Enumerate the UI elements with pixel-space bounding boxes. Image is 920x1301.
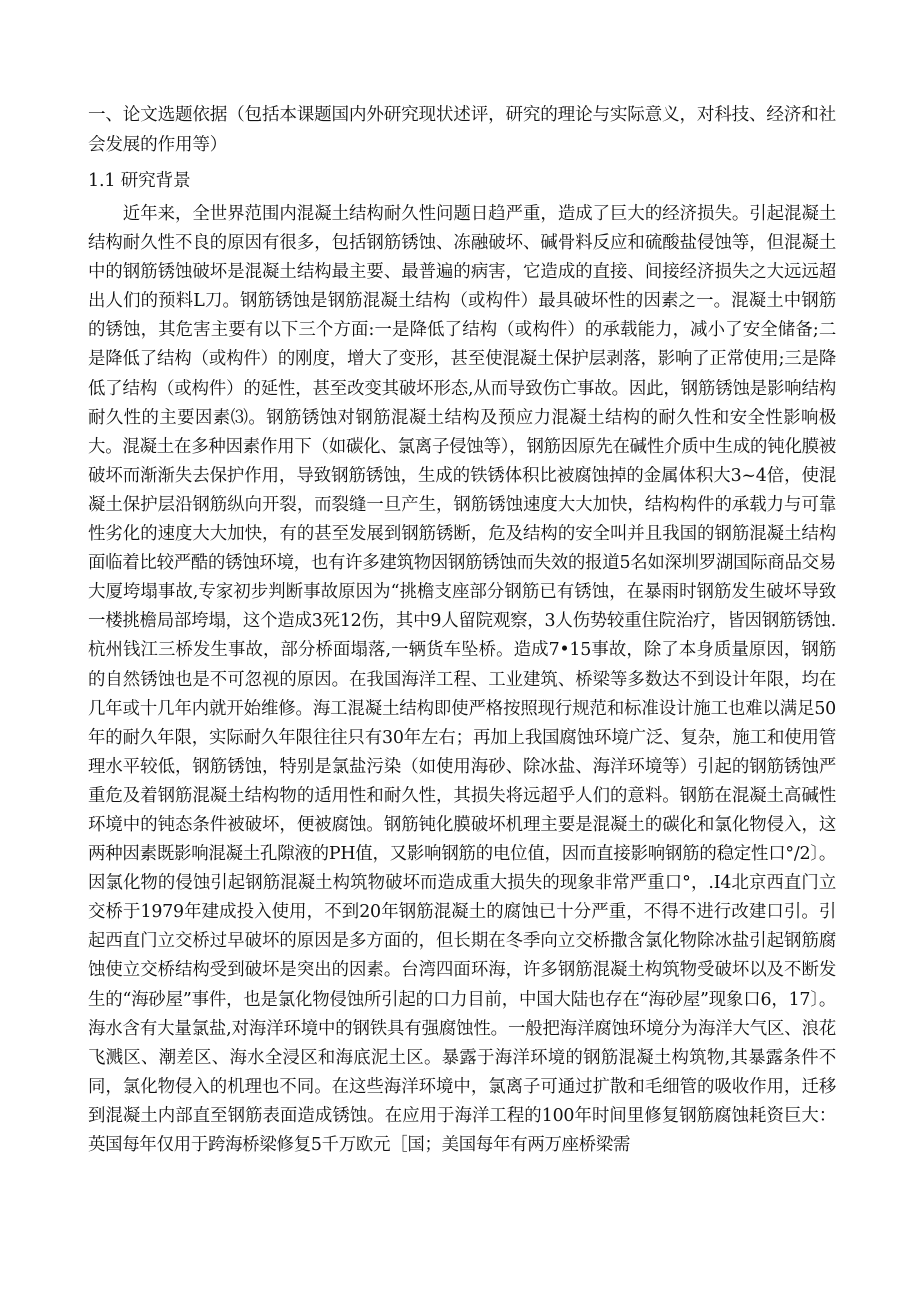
subsection-heading: 1.1 研究背景 bbox=[88, 171, 191, 191]
body-paragraph: 近年来，全世界范围内混凝土结构耐久性问题日趋严重，造成了巨大的经济损失。引起混凝土结构耐久性不良的原因有很多，包括钢筋锈蚀、冻融破坏、碱骨料反应和硫酸盐侵蚀等，但混凝土中的钢筋锈蚀破坏是混凝土结构最主要、最普遍的病害，它造成的直接、间接经济损失之大远远超出人们的预料L刀。钢筋锈蚀是钢筋混凝土结构（或构件）最具破坏性的因素之一。混凝土中钢筋的锈蚀，其危害主要有以下三个方面:一是降低了结构（或构件）的承载能力，减小了安全储备;二是降低了结构（或构件）的刚度，增大了变形，甚至使混凝土保护层剥落，影响了正常使用;三是降低了结构（或构件）的延性，甚至改变其破坏形态,从而导致伤亡事故。因此，钢筋锈蚀是影响结构耐久性的主要因素⑶。钢筋锈蚀对钢筋混凝土结构及预应力混凝土结构的耐久性和安全性影响极大。混凝土在多种因素作用下（如碳化、氯离子侵蚀等），钢筋因原先在碱性介质中生成的钝化膜被破坏而渐渐失去保护作用，导致钢筋锈蚀，生成的铁锈体积比被腐蚀掉的金属体积大3~4倍，使混凝土保护层沿钢筋纵向开裂，而裂缝一旦产生，钢筋锈蚀速度大大加快，结构构件的承载力与可靠性劣化的速度大大加快，有的甚至发展到钢筋锈断，危及结构的安全叫并且我国的钢筋混凝土结构面临着比较严酷的锈蚀环境，也有许多建筑物因钢筋锈蚀而失效的报道5名如深圳罗湖国际商品交易大厦垮塌事故,专家初步判断事故原因为“挑檐支座部分钢筋已有锈蚀，在暴雨时钢筋发生破坏导致一楼挑檐局部垮塌，这个造成3死12伤，其中9人留院观察，3人伤势较重住院治疗，皆因钢筋锈蚀.杭州钱江三桥发生事故，部分桥面塌落,一辆货车坠桥。造成7•15事故，除了本身质量原因，钢筋的自然锈蚀也是不可忽视的原因。在我国海洋工程、工业建筑、桥梁等多数达不到设计年限，均在几年或十几年内就开始维修。海工混凝土结构即使严格按照现行规范和标准设计施工也难以满足50年的耐久年限，实际耐久年限往往只有30年左右；再加上我国腐蚀环境广泛、复杂，施工和使用管理水平较低，钢筋锈蚀，特别是氯盐污染（如使用海砂、除冰盐、海洋环境等）引起的钢筋锈蚀严重危及着钢筋混凝土结构物的适用性和耐久性，其损失将远超乎人们的意料。钢筋在混凝土高碱性环境中的钝态条件被破坏，便被腐蚀。钢筋钝化膜破坏机理主要是混凝土的碳化和氯化物侵入，这两种因素既影响混凝土孔隙液的PH值，又影响钢筋的电位值，因而直接影响钢筋的稳定性口°/2〕。因氯化物的侵蚀引起钢筋混凝土构筑物破坏而造成重大损失的现象非常严重口°，.I4北京西直门立交桥于1979年建成投入使用，不到20年钢筋混凝土的腐蚀已十分严重，不得不进行改建口引。引起西直门立交桥过早破坏的原因是多方面的，但长期在冬季向立交桥撒含氯化物除冰盐引起钢筋腐蚀使立交桥结构受到破坏是突出的因素。台湾四面环海，许多钢筋混凝土构筑物受破坏以及不断发生的“海砂屋”事件，也是氯化物侵蚀所引起的口力目前，中国大陆也存在“海砂屋”现象口6，17〕。海水含有大量氯盐,对海洋环境中的钢铁具有强腐蚀性。一般把海洋腐蚀环境分为海洋大气区、浪花飞溅区、潮差区、海水全浸区和海底泥土区。暴露于海洋环境的钢筋混凝土构筑物,其暴露条件不同，氯化物侵入的机理也不同。在这些海洋环境中，氯离子可通过扩散和毛细管的吸收作用，迁移到混凝土内部直至钢筋表面造成锈蚀。在应用于海洋工程的100年时间里修复钢筋腐蚀耗资巨大：英国每年仅用于跨海桥梁修复5千万欧元［国；美国每年有两万座桥梁需 bbox=[88, 204, 836, 1155]
document-body bbox=[88, 100, 836, 1160]
section-heading: 一、论文选题依据（包括本课题国内外研究现状述评，研究的理论与实际意义，对科技、经济和社会发展的作用等） bbox=[88, 105, 836, 155]
